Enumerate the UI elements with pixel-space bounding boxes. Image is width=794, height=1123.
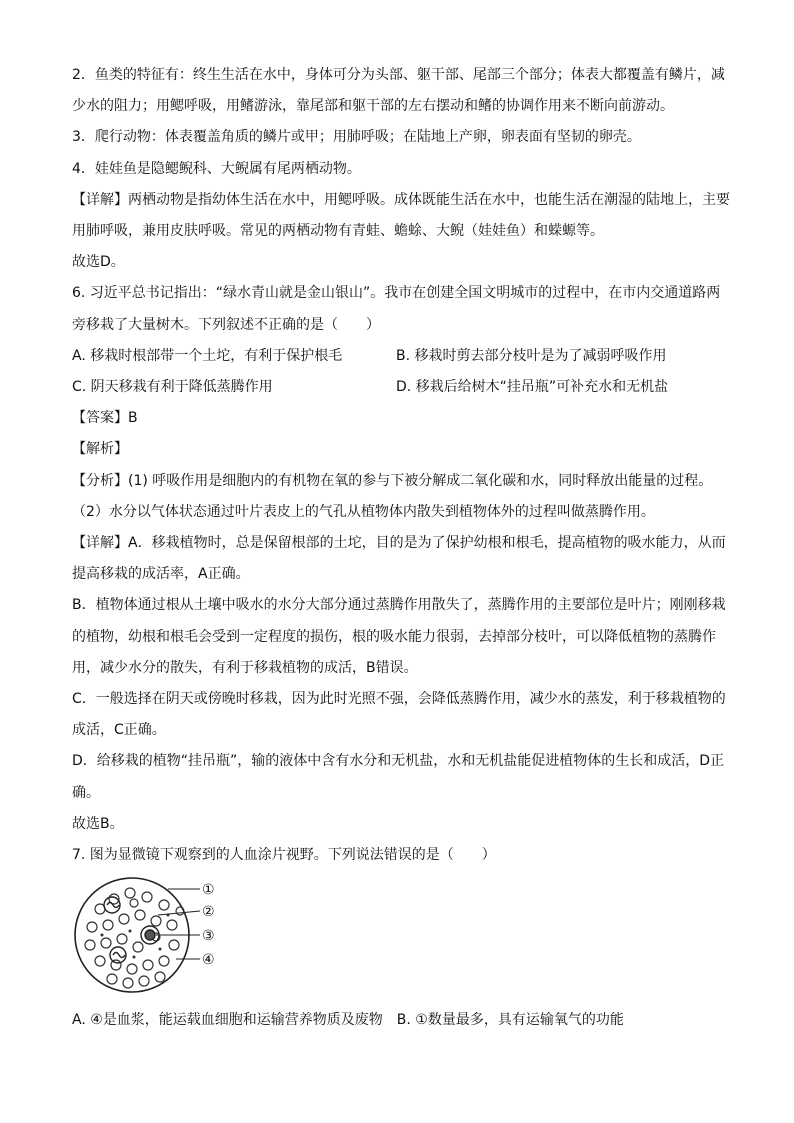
paragraph: （2）水分以气体状态通过叶片表皮上的气孔从植物体内散失到植物体外的过程叫做蒸腾作用。 [72, 503, 655, 520]
paragraph: 【分析】(1) 呼吸作用是细胞内的有机物在氧的参与下被分解成二氧化碳和水，同时释放出能量的过程。 [72, 472, 713, 489]
paragraph: 故选D。 [72, 254, 125, 271]
paragraph: B．植物体通过根从土壤中吸水的水分大部分通过蒸腾作用散失了，蒸腾作用的主要部位是叶片；刚刚移栽的植物，幼根和根毛会受到一定程度的损伤，根的吸水能力很弱，去掉部分枝叶，可以降低植物的蒸腾作用，减少水分的散失，有利于移栽植物的成活，B错误。 [72, 597, 726, 676]
label-4: ④ [202, 952, 215, 969]
paragraph: C．一般选择在阴天或傍晚时移栽，因为此时光照不强，会降低蒸腾作用，减少水的蒸发，利于移栽植物的成活，C正确。 [72, 691, 726, 739]
figure-labels [202, 882, 215, 968]
white-blood-cells [104, 897, 159, 963]
paragraph: 4．娃娃鱼是隐鳃鲵科、大鲵属有尾两栖动物。 [72, 160, 361, 177]
blood-smear-figure [72, 875, 732, 1001]
paragraph: 3．爬行动物：体表覆盖角质的鳞片或甲；用肺呼吸；在陆地上产卵，卵表面有坚韧的卵壳。 [72, 129, 641, 146]
option-d: D. 移栽后给树木“挂吊瓶”可补充水和无机盐 [396, 379, 669, 396]
question-7: 7. 图为显微镜下观察到的人血涂片视野。下列说法错误的是（ ） [72, 847, 496, 864]
label-3: ③ [202, 928, 215, 945]
option-a: A. 移栽时根部带一个土坨，有利于保护根毛 [72, 347, 343, 364]
document-page [72, 60, 732, 1050]
paragraph: 故选B。 [72, 815, 124, 832]
q6-options-row-1 [72, 341, 732, 372]
label-2: ② [202, 904, 215, 921]
answer: 【答案】B [72, 410, 138, 427]
paragraph: 【详解】两栖动物是指幼体生活在水中，用鳃呼吸。成体既能生活在水中，也能生活在潮湿的陆地上，主要用肺呼吸，兼用皮肤呼吸。常见的两栖动物有青蛙、蟾蜍、大鲵（娃娃鱼）和蝾螈等。 [72, 191, 730, 240]
question-6: 6. 习近平总书记指出：“绿水青山就是金山银山”。我市在创建全国文明城市的过程中，在市内交通道路两旁移栽了大量树木。下列叙述不正确的是（ ） [72, 285, 721, 333]
label-1: ① [202, 882, 215, 899]
red-blood-cells [85, 888, 184, 988]
paragraph: 2．鱼类的特征有：终生生活在水中，身体可分为头部、躯干部、尾部三个部分；体表大都覆盖有鳞片，减少水的阻力；用鳃呼吸，用鳍游泳，靠尾部和躯干部的左右摆动和鳍的协调作用来不断向前游动。 [72, 67, 725, 115]
paragraph: 【详解】A．移栽植物时，总是保留根部的土坨，目的是为了保护幼根和根毛，提高植物的吸水能力，从而提高移栽的成活率，A正确。 [72, 535, 726, 583]
analysis-heading: 【解析】 [72, 441, 128, 458]
option-c: C. 阴天移栽有利于降低蒸腾作用 [72, 379, 273, 396]
paragraph: D．给移栽的植物“挂吊瓶”，输的液体中含有水分和无机盐，水和无机盐能促进植物体的生长和成活，D正确。 [72, 753, 725, 801]
blood-smear-diagram [72, 875, 252, 1001]
option-b: B. 移栽时剪去部分枝叶是为了减弱呼吸作用 [396, 347, 667, 364]
q7-options-row-1: A. ④是血浆，能运载血细胞和运输营养物质及废物 B. ①数量最多，具有运输氧气的功能 [72, 1012, 624, 1029]
q6-options-row-2 [72, 372, 732, 403]
